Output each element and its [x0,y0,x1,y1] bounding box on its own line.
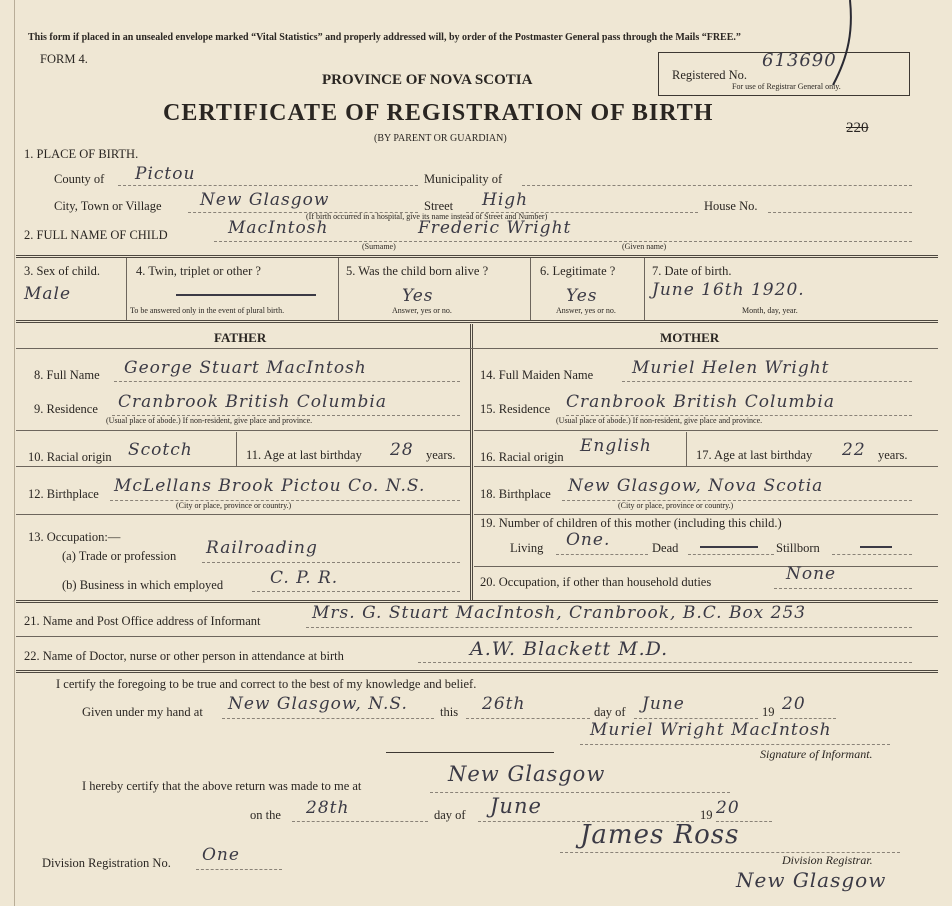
margin-number: 220 [846,120,869,136]
father-residence-note: (Usual place of abode.) If non-resident, give place and province. [106,416,313,425]
birth-date-label: 7. Date of birth. [652,264,732,278]
division-number-label: Division Registration No. [42,856,171,870]
father-occupation-label: 13. Occupation:— [28,530,121,544]
alive-note: Answer, yes or no. [392,306,452,315]
county-label: County of [54,172,105,186]
mother-occupation-label: 20. Occupation, if other than household duties [480,575,712,589]
province-heading: PROVINCE OF NOVA SCOTIA [322,72,533,88]
informant-signature: Muriel Wright MacIntosh [590,720,832,740]
mother-birthplace-value: New Glasgow, Nova Scotia [568,476,824,496]
legitimate-note: Answer, yes or no. [556,306,616,315]
registrar-title-label: Division Registrar. [782,853,873,867]
return-label: I hereby certify that the above return was made to me at [82,779,362,793]
given-under-label: Given under my hand at [82,705,203,719]
living-label: Living [510,541,544,555]
hospital-note: (If birth occurred in a hospital, give its name instead of Street and Number) [306,212,548,221]
certify-year-value: 20 [782,694,806,714]
legitimate-value: Yes [566,286,598,306]
father-birthplace-value: McLellans Brook Pictou Co. N.S. [114,476,426,496]
informant-value: Mrs. G. Stuart MacIntosh, Cranbrook, B.C. Box 253 [312,603,807,623]
division-number-value: One [202,845,240,865]
trade-label: (a) Trade or profession [62,549,177,563]
father-name-label: 8. Full Name [34,368,100,382]
given-caption: (Given name) [622,242,667,251]
mother-header: MOTHER [660,330,720,345]
house-label: House No. [704,199,758,213]
trade-value: Railroading [206,538,318,558]
twin-note: To be answered only in the event of plural birth. [130,306,285,315]
certify-day-value: 26th [482,694,526,714]
this-label: this [440,705,459,719]
mother-racial-label: 16. Racial origin [480,450,564,464]
postal-notice [28,32,741,43]
postal-notice-free: “FREE.” [701,32,741,43]
informant-label: 21. Name and Post Office address of Informant [24,614,261,628]
child-given-value: Frederic Wright [418,218,572,238]
legitimate-label: 6. Legitimate ? [540,264,616,278]
mother-birthplace-note: (City or place, province or country.) [618,501,734,510]
birth-date-value: June 16th 1920. [652,280,805,300]
registered-label: Registered No. [672,68,747,82]
registrar-year-prefix: 19 [700,808,713,822]
dead-dash-mark [700,546,758,548]
binding-margin-line [14,0,15,906]
mother-name-label: 14. Full Maiden Name [480,368,594,382]
father-residence-value: Cranbrook British Columbia [118,392,388,412]
surname-caption: (Surname) [362,242,396,251]
doctor-value: A.W. Blackett M.D. [470,638,669,660]
mother-residence-note: (Usual place of abode.) If non-resident, give place and province. [556,416,763,425]
informant-signature-label: Signature of Informant. [760,747,873,761]
registrar-signature: James Ross [580,820,740,850]
mother-name-value: Muriel Helen Wright [632,358,830,378]
registrar-day-value: 28th [306,798,350,818]
certify-year-prefix: 19 [762,705,775,719]
father-years-label: years. [426,448,456,462]
twin-label: 4. Twin, triplet or other ? [136,264,261,278]
given-place-value: New Glasgow, N.S. [228,694,408,714]
certify-month-value: June [642,694,685,714]
pen-stroke-mark [825,0,865,90]
father-birthplace-note: (City or place, province or country.) [176,501,292,510]
mother-residence-label: 15. Residence [480,402,551,416]
alive-value: Yes [402,286,434,306]
separator-line [386,752,554,753]
business-value: C. P. R. [270,568,339,588]
municipality-label: Municipality of [424,172,503,186]
sex-label: 3. Sex of child. [24,264,101,278]
father-header: FATHER [214,330,267,345]
city-value: New Glasgow [200,190,330,210]
street-label: Street [424,199,454,213]
certificate-subtitle: (BY PARENT OR GUARDIAN) [374,133,507,144]
registrar-note: For use of Registrar General only. [732,82,841,91]
registrar-year-value: 20 [716,798,740,818]
day-of-label: day of [594,705,626,719]
father-birthplace-label: 12. Birthplace [28,487,99,501]
father-age-value: 28 [390,440,414,460]
mother-years-label: years. [878,448,908,462]
stillborn-label: Stillborn [776,541,820,555]
form-number: FORM 4. [40,52,88,66]
stillborn-dash-mark [860,546,892,548]
postal-notice-text: This form if placed in an unsealed envelope marked “Vital Statistics” and properly addressed will, by order of the Postmaster General pass through the Mails [28,32,702,43]
birth-date-note: Month, day, year. [742,306,798,315]
certificate-title: CERTIFICATE OF REGISTRATION OF BIRTH [163,100,714,126]
alive-label: 5. Was the child born alive ? [346,264,489,278]
mother-occupation-value: None [786,564,837,584]
doctor-label: 22. Name of Doctor, nurse or other person in attendance at birth [24,649,344,663]
mother-racial-value: English [580,436,652,456]
dead-label: Dead [652,541,679,555]
registrar-place-signature: New Glasgow [736,868,887,892]
mother-birthplace-label: 18. Birthplace [480,487,551,501]
father-name-value: George Stuart MacIntosh [124,358,367,378]
county-value: Pictou [135,164,196,184]
registrar-day-of-label: day of [434,808,466,822]
registered-number: 613690 [762,50,837,71]
father-racial-label: 10. Racial origin [28,450,112,464]
child-name-label: 2. FULL NAME OF CHILD [24,228,168,242]
twin-dash-mark [176,294,316,296]
mother-residence-value: Cranbrook British Columbia [566,392,836,412]
father-age-label: 11. Age at last birthday [246,448,362,462]
child-surname-value: MacIntosh [228,218,329,238]
mother-age-value: 22 [842,440,866,460]
sex-value: Male [24,284,72,304]
mother-age-label: 17. Age at last birthday [696,448,813,462]
business-label: (b) Business in which employed [62,578,224,592]
place-of-birth-label: 1. PLACE OF BIRTH. [24,147,139,161]
living-value: One. [566,530,611,550]
registrar-month-value: June [490,794,542,818]
children-count-label: 19. Number of children of this mother (including this child.) [480,516,782,530]
street-value: High [482,190,529,210]
on-the-label: on the [250,808,281,822]
city-label: City, Town or Village [54,199,162,213]
return-place-value: New Glasgow [448,762,606,786]
father-racial-value: Scotch [128,440,193,460]
father-residence-label: 9. Residence [34,402,98,416]
certify-statement: I certify the foregoing to be true and correct to the best of my knowledge and belief. [56,677,477,691]
